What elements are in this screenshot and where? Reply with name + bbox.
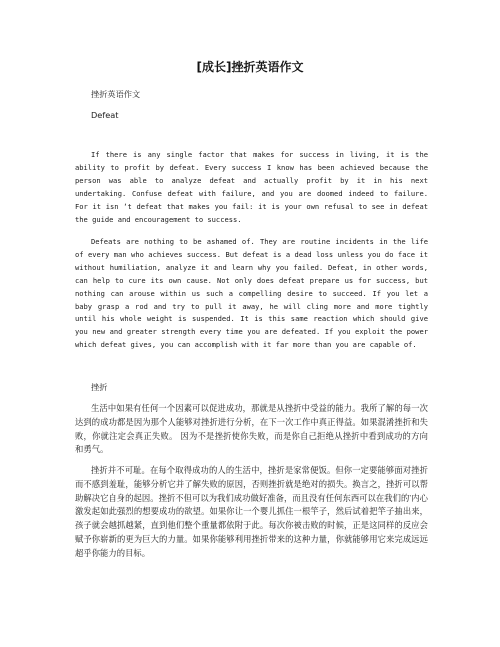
document-title: [成长]挫折英语作文 (196, 60, 304, 74)
subtitle-chinese: 挫折英语作文 (91, 89, 141, 99)
chinese-paragraph-2: 挫折并不可耻。在每个取得成功的人的生活中，挫折是家常便饭。但你一定要能够面对挫折而不感到羞耻，能够分析它并了解失败的原因，否则挫折就是绝对的损失。换言之，挫折可以帮助解决它自身的起因。挫折不但可以为我们成功做好准备，而且没有任何东西可以在我们的‵内心激发起如此强烈的想要成功的欲望。如果你让一个婴儿抓住一根竿子，然后试着把竿子抽出来，孩子就会越抓越紧，直到他们整个重量都依附于此。每次你被击败的时候，正是这同样的反应会赋予你崭新的更为巨大的力量。如果你能够利用挫折带来的这种力量，你就能够用它来完成远远超乎你能力的目标。 (75, 465, 428, 558)
heading-chinese: 挫折 (91, 382, 108, 392)
english-paragraph-2: Defeats are nothing to be ashamed of. They are routine incidents in the life of every man who achieves success. But defeat is a dead loss unless you do face it without humiliation, analyze it and learn why you failed. Defeat, in other words, can help to cure its own cause. Not only does defeat prepare us for success, but nothing can arouse within us such a compelling desire to succeed. If you let a baby grasp a rod and try to pull it away, he will cling more and more tightly until his whole weight is suspended. It is this same reaction which should give you new and greater strength every time you are defeated. If you exploit the power which defeat gives, you can accomplish with it far more than you are capable of. (75, 237, 428, 350)
subtitle-english: Defeat (91, 110, 119, 120)
chinese-paragraph-1: 生活中如果有任何一个因素可以促进成功，那就是从挫折中受益的能力。我所了解的每一次达到的成功都是因为那个人能够对挫折进行分析，在下一次工作中真正得益。如果混淆挫折和失败，你就注定会真正失败。 因为不是挫折使你失败，而是你自己拒绝从挫折中看到成功的方向和勇气。 (75, 403, 428, 455)
english-paragraph-1: If there is any single factor that makes for success in living, it is the ability to profit by defeat. Every success I know has been achieved because the person was able to analyze defeat and actually profit by it in his next undertaking. Confuse defeat with failure, and you are doomed indeed to failure. For it isn ‘t defeat that makes you fail: it is your own refusal to see in defeat the guide and encouragement to success. (75, 150, 428, 224)
